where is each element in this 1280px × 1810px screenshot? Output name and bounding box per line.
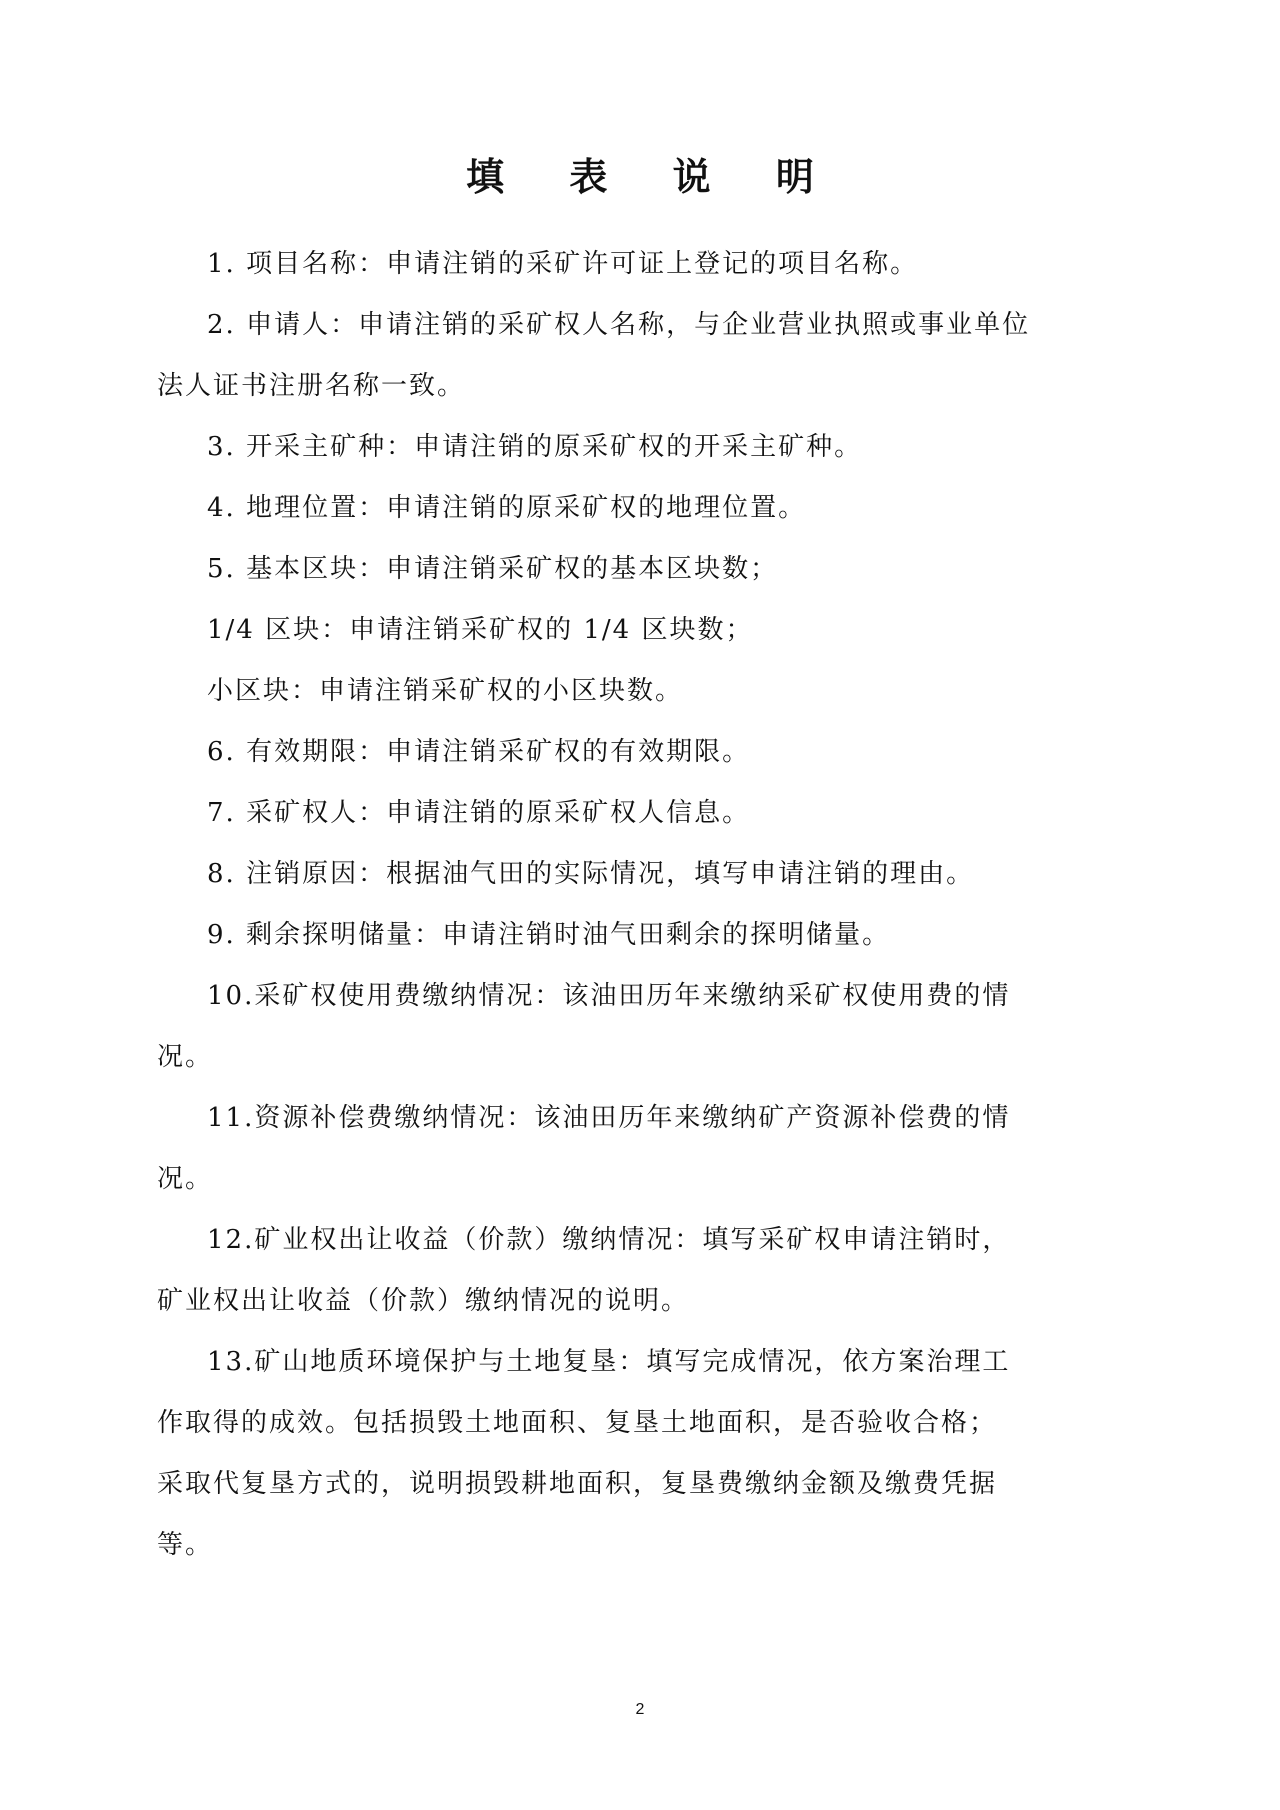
instruction-line-5: 5. 基本区块：申请注销采矿权的基本区块数； [207,554,779,584]
instruction-line-8: 8. 注销原因：根据油气田的实际情况，填写申请注销的理由。 [207,859,975,889]
instruction-line-1: 1. 项目名称：申请注销的采矿许可证上登记的项目名称。 [207,249,919,279]
page-title: 填 表 说 明 [466,155,840,199]
instruction-line-2-cont: 法人证书注册名称一致。 [157,371,466,401]
instruction-line-10-cont: 况。 [157,1042,214,1072]
instruction-line-2: 2. 申请人：申请注销的采矿权人名称，与企业营业执照或事业单位 [207,310,1031,340]
instruction-line-3: 3. 开采主矿种：申请注销的原采矿权的开采主矿种。 [207,432,863,462]
instruction-line-13-cont-2: 采取代复垦方式的，说明损毁耕地面积，复垦费缴纳金额及缴费凭据 [157,1469,998,1499]
instruction-line-6: 6. 有效期限：申请注销采矿权的有效期限。 [207,737,751,767]
instruction-line-13-cont-3: 等。 [157,1530,214,1560]
instruction-line-9: 9. 剩余探明储量：申请注销时油气田剩余的探明储量。 [207,920,891,950]
instruction-line-11-cont: 况。 [157,1164,214,1194]
instruction-line-13: 13.矿山地质环境保护与土地复垦：填写完成情况，依方案治理工 [207,1347,1011,1377]
instruction-line-5-small: 小区块：申请注销采矿权的小区块数。 [207,676,684,706]
instruction-line-5-quarter: 1/4 区块：申请注销采矿权的 1/4 区块数； [207,615,754,645]
instruction-line-4: 4. 地理位置：申请注销的原采矿权的地理位置。 [207,493,807,523]
instruction-line-12: 12.矿业权出让收益（价款）缴纳情况：填写采矿权申请注销时， [207,1225,1011,1255]
instruction-line-11: 11.资源补偿费缴纳情况：该油田历年来缴纳矿产资源补偿费的情 [207,1103,1011,1133]
instruction-line-12-cont: 矿业权出让收益（价款）缴纳情况的说明。 [157,1286,690,1316]
instruction-line-13-cont-1: 作取得的成效。包括损毁土地面积、复垦土地面积，是否验收合格； [157,1408,998,1438]
instruction-line-10: 10.采矿权使用费缴纳情况：该油田历年来缴纳采矿权使用费的情 [207,981,1011,1011]
instruction-line-7: 7. 采矿权人：申请注销的原采矿权人信息。 [207,798,751,828]
page-number: 2 [635,1701,645,1718]
